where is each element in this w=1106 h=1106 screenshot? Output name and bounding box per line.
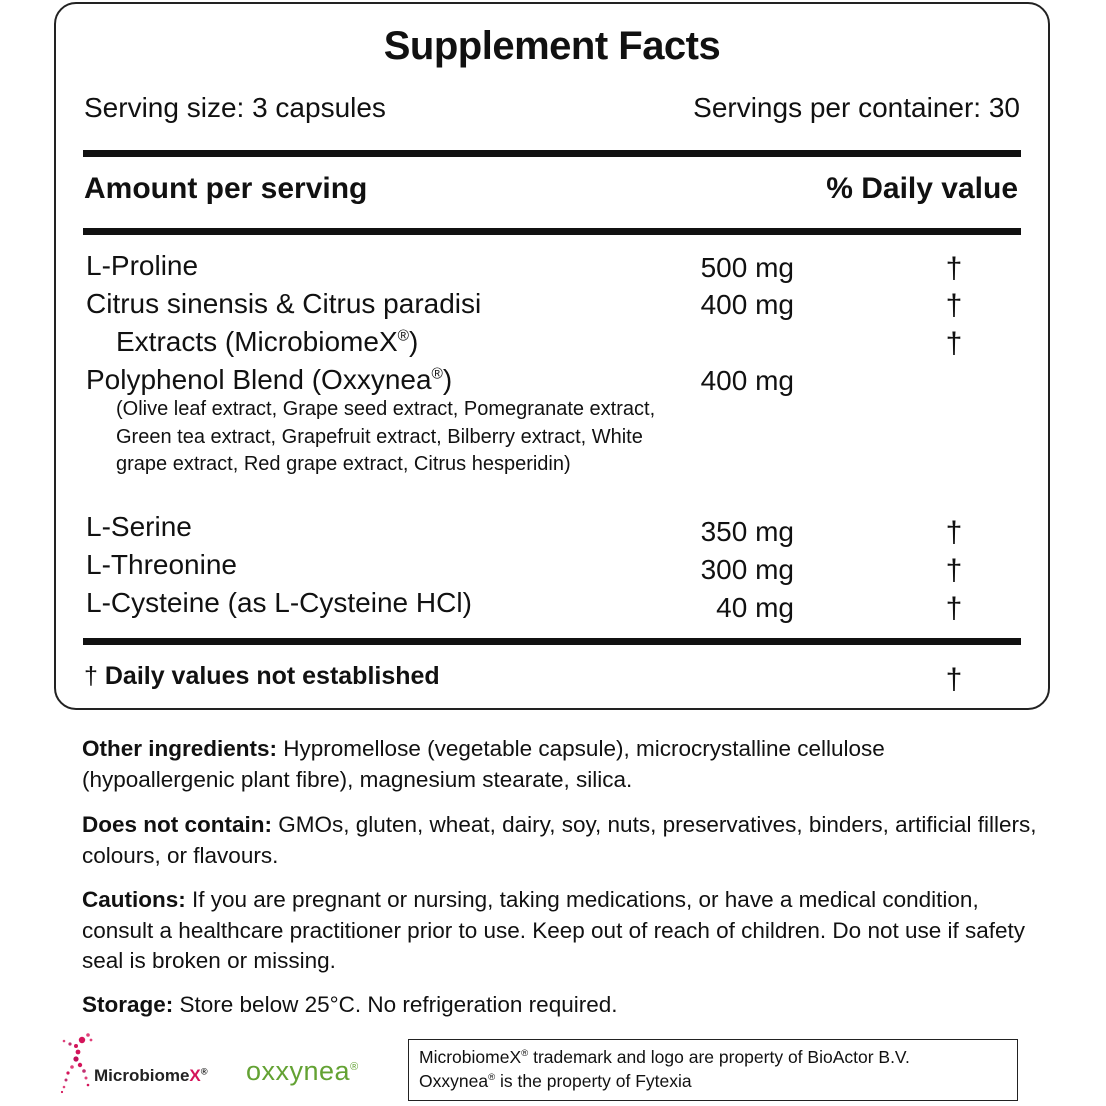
nutrient-amount: 400 mg — [700, 365, 794, 396]
nutrient-name: Citrus sinensis & Citrus paradisi — [86, 288, 482, 319]
daily-value-footnote — [84, 662, 440, 691]
nutrient-amount: 400 mg — [700, 289, 794, 320]
nutrient-dv: † — [945, 592, 963, 625]
footnote-dv: † — [945, 663, 963, 696]
does-not-contain — [82, 810, 1042, 871]
divider-middle — [83, 228, 1021, 235]
does-not-contain-label: Does not contain: — [82, 812, 272, 837]
nutrient-name: L-Serine — [86, 511, 192, 542]
other-ingredients — [82, 734, 1042, 795]
facts-title: Supplement Facts — [383, 24, 721, 68]
nutrient-name: Polyphenol Blend (Oxxynea®) — [86, 364, 453, 395]
trademark-line-microbiomex: MicrobiomeX® trademark and logo are property of BioActor B.V. — [419, 1047, 910, 1067]
nutrient-dv: † — [945, 289, 963, 322]
storage-label: Storage: — [82, 992, 174, 1017]
nutrient-amount: 40 mg — [716, 592, 794, 623]
nutrient-name: Extracts (MicrobiomeX®) — [116, 326, 419, 357]
nutrient-name: L-Threonine — [86, 549, 237, 580]
amount-per-serving-header: Amount per serving — [84, 172, 368, 205]
oxxynea-logo: oxxynea® — [246, 1056, 359, 1086]
trademark-notice — [408, 1039, 1018, 1101]
does-not-contain-text: GMOs, gluten, wheat, dairy, soy, nuts, preservatives, binders, artificial fillers, colours, or flavours. — [82, 812, 1037, 868]
serving-size: Serving size: 3 capsules — [84, 92, 386, 123]
microbiomex-wordmark: MicrobiomeX® — [94, 1066, 208, 1085]
footnote-text: Daily values not established — [104, 662, 440, 690]
storage — [82, 990, 1042, 1021]
divider-top — [83, 150, 1021, 157]
cautions-label: Cautions: — [82, 887, 186, 912]
nutrient-dv: † — [945, 516, 963, 549]
cautions — [82, 885, 1042, 977]
oxxynea-wordmark: oxxynea — [246, 1056, 351, 1086]
nutrient-name: L-Proline — [86, 250, 199, 281]
divider-bottom — [83, 638, 1021, 645]
nutrient-name: L-Cysteine (as L-Cysteine HCl) — [86, 587, 472, 618]
table-header-row — [84, 172, 1018, 206]
nutrient-dv: † — [945, 554, 963, 587]
daily-value-header: % Daily value — [826, 172, 1018, 205]
nutrient-dv: † — [945, 327, 963, 360]
dancer-figure-icon — [58, 1032, 94, 1094]
other-ingredients-label: Other ingredients: — [82, 736, 278, 761]
trademark-line-oxxynea: Oxxynea® is the property of Fytexia — [419, 1071, 692, 1091]
nutrient-amount: 300 mg — [700, 554, 794, 585]
nutrient-amount: 350 mg — [700, 516, 794, 547]
microbiomex-logo — [56, 1032, 236, 1094]
nutrient-dv: † — [945, 252, 963, 285]
cautions-text: If you are pregnant or nursing, taking medications, or have a medical condition, consult a healthcare practitioner prior to use. Keep out of reach of children. Do not use if safety seal is broken or missing. — [82, 887, 1026, 973]
storage-text: Store below 25°C. No refrigeration required. — [173, 992, 618, 1017]
servings-per-container: Servings per container: 30 — [693, 92, 1020, 123]
other-ingredients-text: Hypromellose (vegetable capsule), microcrystalline cellulose (hypoallergenic plant fibre), magnesium stearate, silica. — [82, 736, 885, 792]
nutrient-amount: 500 mg — [700, 252, 794, 283]
blend-ingredients: (Olive leaf extract, Grape seed extract, Pomegranate extract, Green tea extract, Grapefruit extract, Bilberry extract, White grape extract, Red grape extract, Citrus hesperidin) — [116, 398, 656, 475]
supplement-facts-panel — [54, 2, 1050, 710]
footnote-symbol: † — [84, 662, 98, 690]
serving-info-row — [84, 92, 1020, 124]
